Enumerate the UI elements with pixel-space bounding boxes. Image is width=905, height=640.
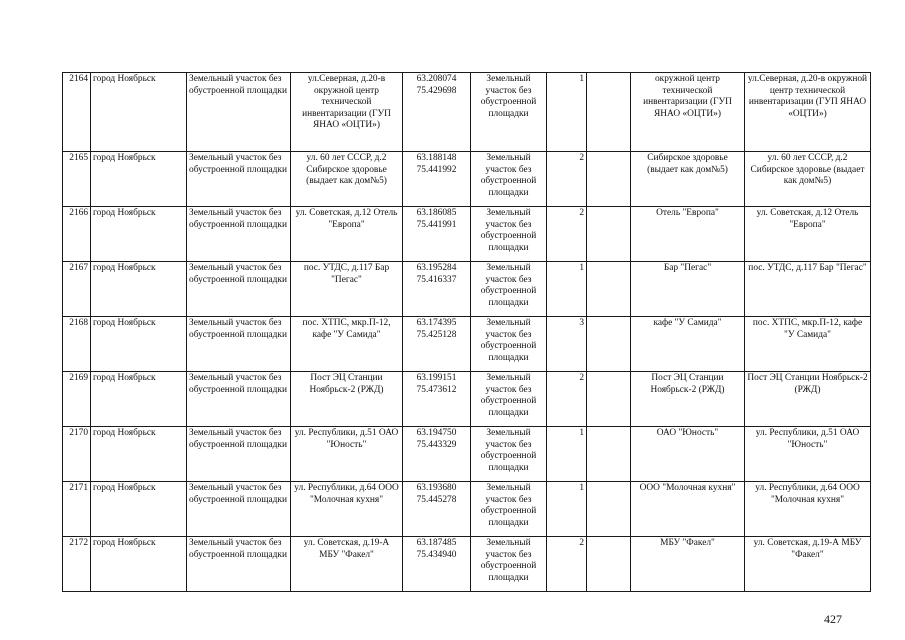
object-type-cell: Земельный участок без обустроенной площадки [187,482,291,537]
address-cell: пос. ХТПС, мкр.П-12, кафе "У Самида" [291,317,403,372]
coordinates-cell [403,262,471,317]
row-number-cell: 2169 [63,372,91,427]
object-type-cell: Земельный участок без обустроенной площадки [187,207,291,262]
object-type-cell: Земельный участок без обустроенной площадки [187,73,291,152]
longitude-value: 75.445278 [416,494,457,505]
location-cell: Пост ЭЦ Станции Ноябрьск-2 (РЖД) [745,372,871,427]
city-cell: город Ноябрьск [91,262,187,317]
row-number-cell: 2164 [63,73,91,152]
quantity-cell: 1 [547,482,587,537]
owner-cell: Бар "Пегас" [631,262,745,317]
address-cell: ул. Советская, д.19-А МБУ "Факел" [291,537,403,592]
table-row [63,152,871,207]
latitude-value: 63.186085 [416,208,457,218]
longitude-value: 75.441991 [416,219,457,230]
quantity-cell: 2 [547,152,587,207]
city-cell: город Ноябрьск [91,427,187,482]
site-type-cell: Земельный участок без обустроенной площадки [471,427,547,482]
longitude-value: 75.425128 [416,329,457,340]
quantity-cell: 2 [547,372,587,427]
site-type-cell: Земельный участок без обустроенной площадки [471,73,547,152]
object-type-cell: Земельный участок без обустроенной площадки [187,262,291,317]
object-type-cell: Земельный участок без обустроенной площадки [187,427,291,482]
empty-cell [587,207,631,262]
site-type-cell: Земельный участок без обустроенной площадки [471,482,547,537]
row-number-cell: 2165 [63,152,91,207]
longitude-value: 75.443329 [416,439,457,450]
city-cell: город Ноябрьск [91,207,187,262]
location-cell: пос. УТДС, д.117 Бар "Пегас" [745,262,871,317]
coordinates-cell [403,537,471,592]
site-type-cell: Земельный участок без обустроенной площадки [471,317,547,372]
owner-cell: Сибирское здоровье (выдает как дом№5) [631,152,745,207]
site-type-cell: Земельный участок без обустроенной площадки [471,152,547,207]
quantity-cell: 2 [547,537,587,592]
quantity-cell: 1 [547,427,587,482]
location-cell: пос. ХТПС, мкр.П-12, кафе "У Самида" [745,317,871,372]
latitude-value: 63.195284 [416,263,457,273]
coordinates-cell [403,73,471,152]
address-cell: Пост ЭЦ Станции Ноябрьск-2 (РЖД) [291,372,403,427]
owner-cell: ООО "Молочная кухня" [631,482,745,537]
longitude-value: 75.434940 [416,549,457,560]
empty-cell [587,73,631,152]
coordinates-cell [403,427,471,482]
address-cell: ул. Республики, д.51 ОАО "Юность" [291,427,403,482]
coordinates-cell [403,152,471,207]
table-row [63,482,871,537]
coordinates-cell [403,317,471,372]
object-type-cell: Земельный участок без обустроенной площадки [187,372,291,427]
address-cell: ул. 60 лет СССР, д.2 Сибирское здоровье (выдает как дом№5) [291,152,403,207]
city-cell: город Ноябрьск [91,372,187,427]
coordinates-cell [403,207,471,262]
table-row [63,537,871,592]
owner-cell: окружной центр технической инвентаризации (ГУП ЯНАО «ОЦТИ») [631,73,745,152]
table-row [63,207,871,262]
longitude-value: 75.441992 [416,164,457,175]
quantity-cell: 2 [547,207,587,262]
site-type-cell: Земельный участок без обустроенной площадки [471,262,547,317]
latitude-value: 63.193680 [416,483,457,493]
owner-cell: ОАО "Юность" [631,427,745,482]
table-row [63,73,871,152]
object-type-cell: Земельный участок без обустроенной площадки [187,317,291,372]
latitude-value: 63.187485 [416,538,457,548]
owner-cell: кафе "У Самида" [631,317,745,372]
table-row [63,317,871,372]
site-type-cell: Земельный участок без обустроенной площадки [471,537,547,592]
address-cell: ул. Советская, д.12 Отель "Европа" [291,207,403,262]
latitude-value: 63.208074 [416,74,457,84]
owner-cell: Пост ЭЦ Станции Ноябрьск-2 (РЖД) [631,372,745,427]
location-cell: ул.Северная, д.20-в окружной центр технической инвентаризации (ГУП ЯНАО «ОЦТИ») [745,73,871,152]
quantity-cell: 1 [547,73,587,152]
city-cell: город Ноябрьск [91,73,187,152]
row-number-cell: 2172 [63,537,91,592]
row-number-cell: 2168 [63,317,91,372]
empty-cell [587,152,631,207]
location-cell: ул. Советская, д.12 Отель "Европа" [745,207,871,262]
location-cell: ул. Советская, д.19-А МБУ "Факел" [745,537,871,592]
latitude-value: 63.174395 [416,318,457,328]
coordinates-cell [403,482,471,537]
table-row [63,427,871,482]
empty-cell [587,427,631,482]
registry-table [62,72,871,592]
longitude-value: 75.473612 [416,384,457,395]
row-number-cell: 2171 [63,482,91,537]
city-cell: город Ноябрьск [91,537,187,592]
empty-cell [587,262,631,317]
coordinates-cell [403,372,471,427]
page-number: 427 [824,612,842,626]
row-number-cell: 2166 [63,207,91,262]
table-row [63,372,871,427]
row-number-cell: 2167 [63,262,91,317]
quantity-cell: 3 [547,317,587,372]
object-type-cell: Земельный участок без обустроенной площадки [187,152,291,207]
owner-cell: МБУ "Факел" [631,537,745,592]
city-cell: город Ноябрьск [91,152,187,207]
object-type-cell: Земельный участок без обустроенной площадки [187,537,291,592]
latitude-value: 63.188148 [416,153,457,163]
owner-cell: Отель "Европа" [631,207,745,262]
registry-body [63,73,871,592]
city-cell: город Ноябрьск [91,317,187,372]
latitude-value: 63.194750 [416,428,457,438]
address-cell: ул.Северная, д.20-в окружной центр технической инвентаризации (ГУП ЯНАО «ОЦТИ») [291,73,403,152]
empty-cell [587,317,631,372]
longitude-value: 75.416337 [416,274,457,285]
address-cell: ул. Республики, д.64 ООО "Молочная кухня" [291,482,403,537]
location-cell: ул. Республики, д.51 ОАО "Юность" [745,427,871,482]
empty-cell [587,537,631,592]
quantity-cell: 1 [547,262,587,317]
site-type-cell: Земельный участок без обустроенной площадки [471,372,547,427]
row-number-cell: 2170 [63,427,91,482]
table-row [63,262,871,317]
address-cell: пос. УТДС, д.117 Бар "Пегас" [291,262,403,317]
site-type-cell: Земельный участок без обустроенной площадки [471,207,547,262]
longitude-value: 75.429698 [416,85,457,96]
empty-cell [587,372,631,427]
location-cell: ул. 60 лет СССР, д.2 Сибирское здоровье (выдает как дом№5) [745,152,871,207]
empty-cell [587,482,631,537]
latitude-value: 63.199151 [416,373,457,383]
city-cell: город Ноябрьск [91,482,187,537]
location-cell: ул. Республики, д.64 ООО "Молочная кухня" [745,482,871,537]
